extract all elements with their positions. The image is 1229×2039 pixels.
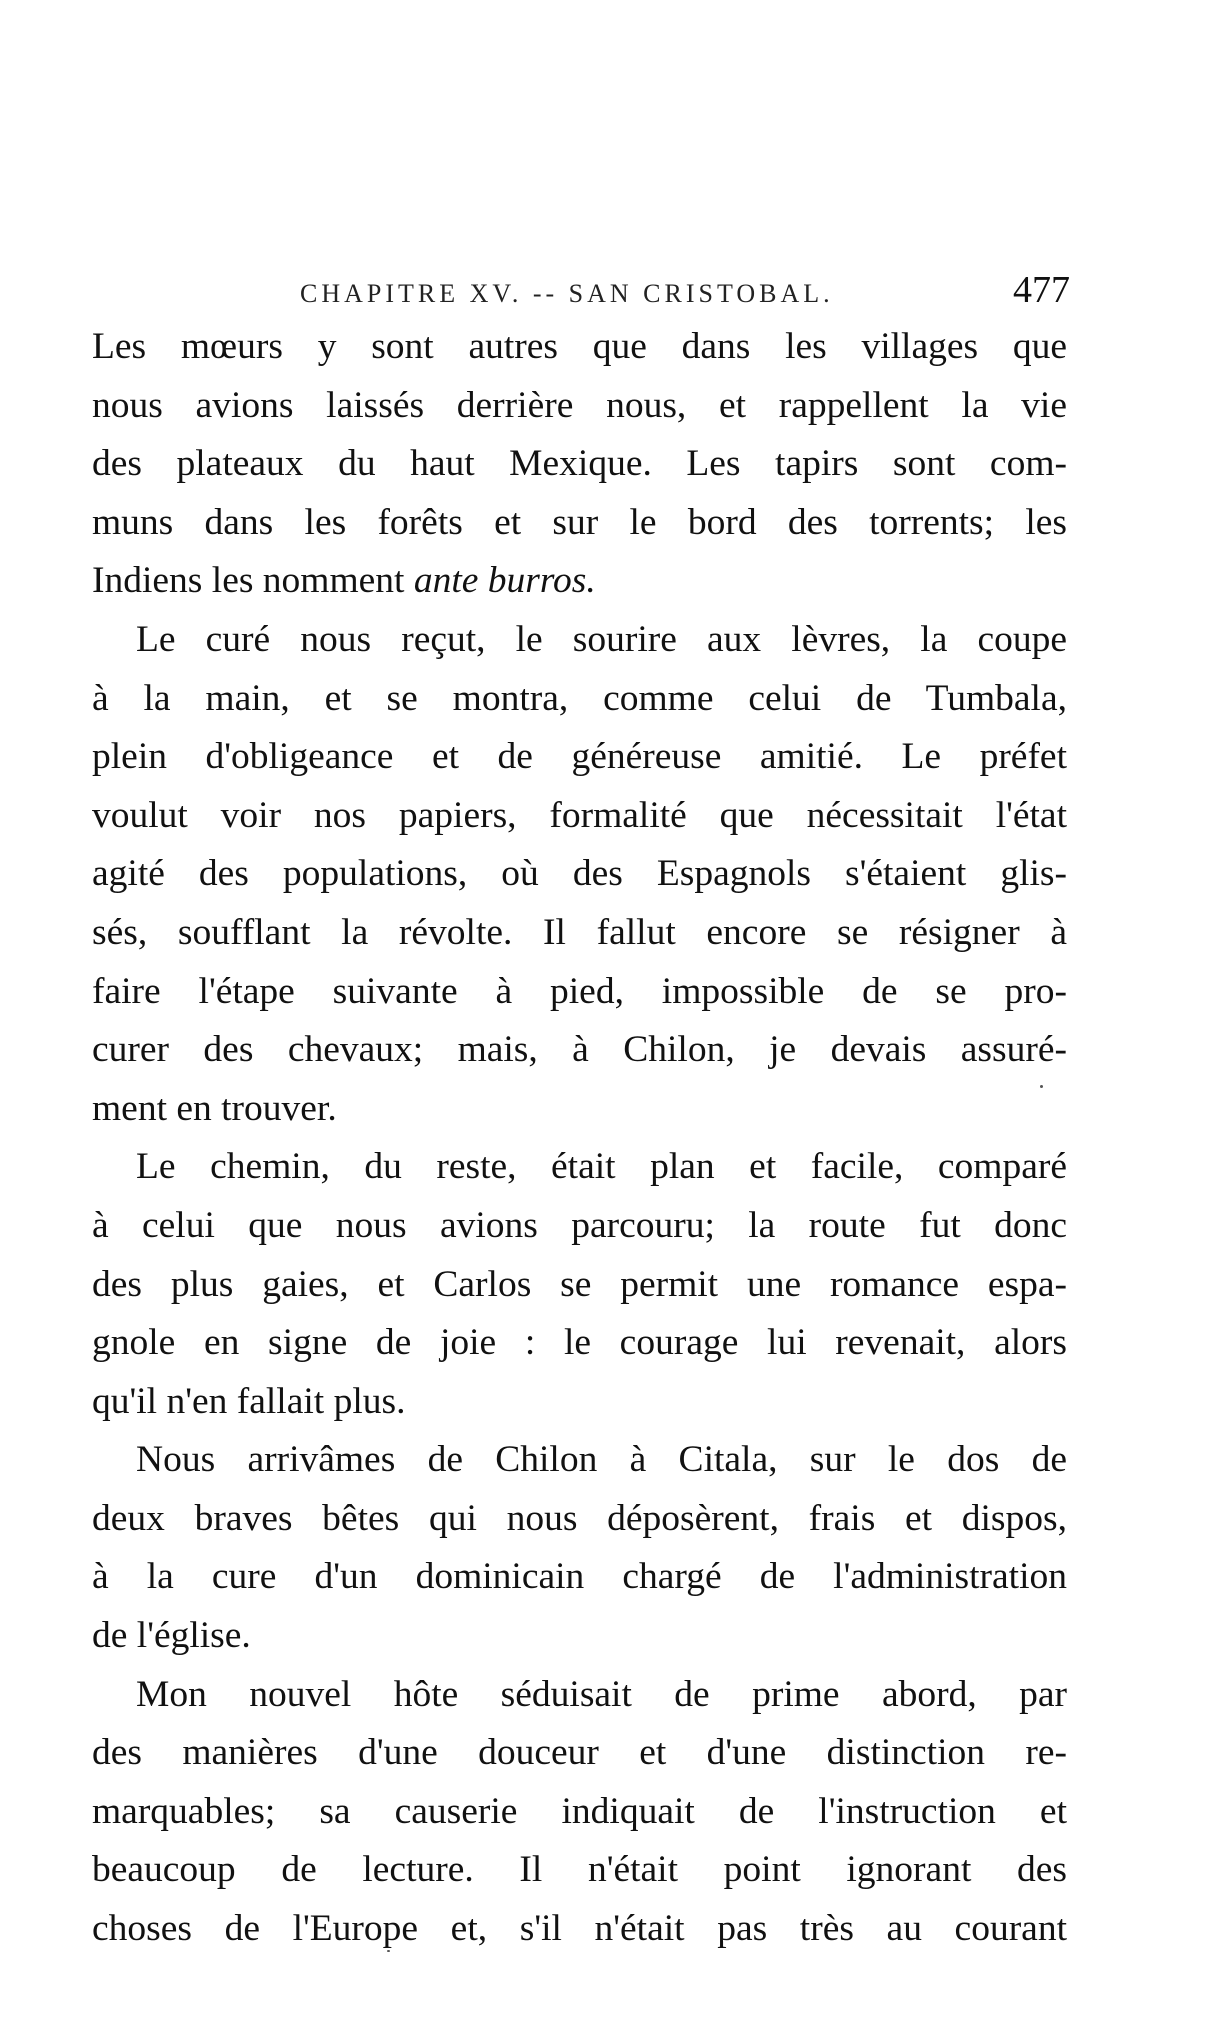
text-line: des plateaux du haut Mexique. Les tapirs sont com- (92, 443, 1067, 485)
text-line: des plus gaies, et Carlos se permit une romance espa- (92, 1263, 1067, 1305)
text-line: Nous arrivâmes de Chilon à Citala, sur le dos de (136, 1439, 1067, 1481)
body-text (92, 318, 1067, 1959)
text-line-italic: ante burros. (413, 560, 596, 602)
text-line: gnole en signe de joie : le courage lui revenait, alors (92, 1322, 1067, 1364)
text-line: qu'il n'en fallait plus. (92, 1380, 406, 1422)
text-line: Le curé nous reçut, le sourire aux lèvres, la coupe (136, 618, 1067, 660)
text-line: à celui que nous avions parcouru; la route fut donc (92, 1204, 1067, 1246)
text-line: agité des populations, où des Espagnols s'étaient glis- (92, 853, 1067, 895)
running-head (300, 268, 1070, 311)
print-speck (1040, 1085, 1043, 1088)
text-line: à la cure d'un dominicain chargé de l'administration (92, 1556, 1067, 1598)
text-line: ment en trouver. (92, 1087, 337, 1129)
text-line: voulut voir nos papiers, formalité que nécessitait l'état (92, 794, 1067, 836)
text-line: Les mœurs y sont autres que dans les villages que (92, 326, 1067, 367)
text-line: sés, soufflant la révolte. Il fallut encore se résigner à (92, 911, 1067, 953)
text-line: deux braves bêtes qui nous déposèrent, frais et dispos, (92, 1497, 1067, 1539)
text-line: beaucoup de lecture. Il n'était point ignorant des (92, 1849, 1067, 1891)
text-line-roman: Indiens les nomment (92, 560, 414, 602)
text-line: marquables; sa causerie indiquait de l'instruction et (92, 1790, 1067, 1832)
text-line: nous avions laissés derrière nous, et rappellent la vie (92, 384, 1067, 426)
text-line: curer des chevaux; mais, à Chilon, je devais assuré- (92, 1029, 1067, 1071)
text-line: faire l'étape suivante à pied, impossible de se pro- (92, 970, 1067, 1012)
text-line: Mon nouvel hôte séduisait de prime abord, par (136, 1673, 1067, 1715)
text-line: à la main, et se montra, comme celui de Tumbala, (92, 677, 1067, 719)
text-line: muns dans les forêts et sur le bord des torrents; les (92, 501, 1067, 543)
text-line: Le chemin, du reste, était plan et facile, comparé (136, 1146, 1067, 1188)
page-number: 477 (1013, 269, 1070, 311)
print-speck (387, 1950, 390, 1952)
text-line: plein d'obligeance et de généreuse amitié. Le préfet (92, 736, 1067, 778)
text-line (92, 552, 1067, 611)
text-line: choses de l'Europe et, s'il n'était pas très au courant (92, 1908, 1067, 1950)
text-line: de l'église. (92, 1615, 251, 1657)
text-line: des manières d'une douceur et d'une distinction re- (92, 1732, 1067, 1774)
running-title: CHAPITRE XV. -- SAN CRISTOBAL. (300, 279, 834, 308)
